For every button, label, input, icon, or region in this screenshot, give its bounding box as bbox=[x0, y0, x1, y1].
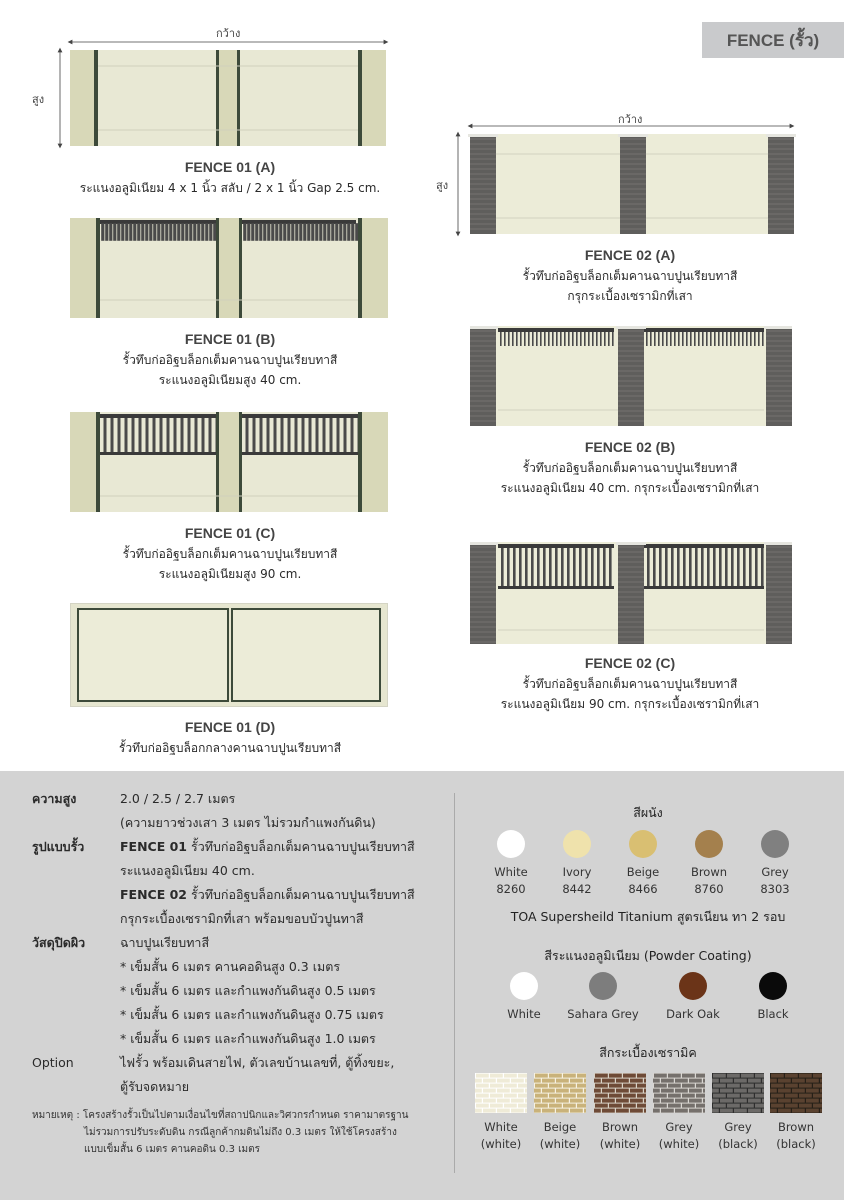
panel-divider bbox=[454, 793, 455, 1173]
tile-name: Brown bbox=[777, 1120, 815, 1134]
width-label: กว้าง bbox=[618, 113, 643, 126]
fence-desc: รั้วทึบก่ออิฐบล็อกเต็มคานฉาบปูนเรียบทาสี bbox=[522, 461, 738, 475]
tile-color-swatch bbox=[471, 1073, 531, 1153]
type-f02-sub: กรุกระเบื้องเซรามิกที่เสา พร้อมขอบบัวปูนทาสี bbox=[120, 911, 364, 926]
alu-color-swatch bbox=[648, 972, 738, 1023]
color-chip bbox=[589, 972, 617, 1000]
fence-02-c-caption bbox=[440, 652, 820, 714]
remark-note bbox=[32, 1107, 452, 1158]
color-code: 8442 bbox=[562, 882, 592, 896]
color-name: Brown bbox=[690, 865, 728, 879]
color-name: Beige bbox=[626, 865, 660, 879]
fence-title: FENCE 01 (B) bbox=[184, 331, 276, 347]
height-label: สูง bbox=[32, 93, 45, 106]
finish-item: * เข็มสั้น 6 เมตร และกำแพงกันดินสูง 1.0 เมตร bbox=[120, 1031, 376, 1046]
wall-color-swatch bbox=[545, 830, 609, 898]
fence-desc: ระแนงอลูมิเนียมสูง 90 cm. bbox=[158, 567, 302, 581]
color-name: Black bbox=[757, 1007, 789, 1021]
fence-title: FENCE 02 (C) bbox=[584, 655, 676, 671]
color-chip bbox=[761, 830, 789, 858]
type-f01-sub: ระแนงอลูมิเนียม 40 cm. bbox=[120, 863, 255, 878]
finish-spec-value: ฉาบปูนเรียบทาสี bbox=[120, 935, 210, 950]
type-f01-text: รั้วทึบก่ออิฐบล็อกเต็มคานฉาบปูนเรียบทาสี bbox=[190, 839, 415, 854]
color-chip bbox=[629, 830, 657, 858]
type-f02-line bbox=[120, 883, 415, 907]
type-spec-label: รูปแบบรั้ว bbox=[32, 839, 85, 854]
tile-name: Beige bbox=[543, 1120, 577, 1134]
type-f01-name: FENCE 01 bbox=[120, 839, 187, 854]
color-chip bbox=[497, 830, 525, 858]
tile-sub: (white) bbox=[539, 1137, 581, 1151]
alu-colors-title: สีระแนงอลูมิเนียม (Powder Coating) bbox=[544, 948, 752, 963]
fence-01-d-caption bbox=[40, 716, 420, 758]
remark-line: หมายเหตุ : โครงสร้างรั้วเป็นไปตามเงื่อนไขที่สถาปนิกและวิศวกรกำหนด ราคามาตรฐาน bbox=[32, 1110, 409, 1121]
wall-color-swatch bbox=[479, 830, 543, 898]
fence-title: FENCE 01 (A) bbox=[184, 159, 276, 175]
fence-title: FENCE 01 (C) bbox=[184, 525, 276, 541]
width-label: กว้าง bbox=[216, 27, 241, 40]
tile-sample bbox=[653, 1073, 705, 1113]
tile-sub: (white) bbox=[599, 1137, 641, 1151]
color-name: Sahara Grey bbox=[567, 1007, 639, 1021]
wall-color-swatch bbox=[611, 830, 675, 898]
color-code: 8260 bbox=[496, 882, 526, 896]
tile-name: Grey bbox=[665, 1120, 693, 1134]
fence-title: FENCE 02 (B) bbox=[584, 439, 676, 455]
color-name: Ivory bbox=[562, 865, 592, 879]
page-tag: FENCE (รั้ว) bbox=[702, 22, 844, 58]
alu-color-swatch bbox=[728, 972, 818, 1023]
option-line: ไฟรั้ว พร้อมเดินสายไฟ, ตัวเลขบ้านเลขที่, ตู้ทิ้งขยะ, bbox=[120, 1055, 395, 1070]
finish-spec-label: วัสดุปิดผิว bbox=[32, 935, 86, 950]
tile-sub: (white) bbox=[480, 1137, 522, 1151]
fence-02-b-caption bbox=[440, 436, 820, 498]
tile-colors-title: สีกระเบื้องเซรามิค bbox=[599, 1045, 697, 1060]
tile-color-swatch bbox=[530, 1073, 590, 1153]
color-name: Dark Oak bbox=[666, 1007, 720, 1021]
tile-sub: (black) bbox=[718, 1137, 758, 1151]
tile-color-swatch bbox=[649, 1073, 709, 1153]
fence-desc: รั้วทึบก่ออิฐบล็อกเต็มคานฉาบปูนเรียบทาสี bbox=[122, 353, 338, 367]
tile-sub: (black) bbox=[776, 1137, 816, 1151]
wall-color-swatch bbox=[743, 830, 807, 898]
fence-desc: ระแนงอลูมิเนียม 90 cm. กรุกระเบื้องเซรามิกที่เสา bbox=[500, 697, 760, 711]
tile-color-swatch bbox=[590, 1073, 650, 1153]
fence-desc: ระแนงอลูมิเนียม 4 x 1 นิ้ว สลับ / 2 x 1 นิ้ว Gap 2.5 cm. bbox=[79, 181, 381, 195]
height-spec-value: 2.0 / 2.5 / 2.7 เมตร bbox=[120, 791, 236, 806]
fence-02-a-caption bbox=[440, 244, 820, 306]
color-chip bbox=[759, 972, 787, 1000]
fence-02-b-drawing bbox=[470, 326, 792, 426]
wall-color-swatch bbox=[677, 830, 741, 898]
height-label: สูง bbox=[436, 179, 449, 192]
type-f02-text: รั้วทึบก่ออิฐบล็อกเต็มคานฉาบปูนเรียบทาสี bbox=[190, 887, 415, 902]
color-chip bbox=[695, 830, 723, 858]
color-chip bbox=[679, 972, 707, 1000]
fence-desc: ระแนงอลูมิเนียม 40 cm. กรุกระเบื้องเซรามิกที่เสา bbox=[500, 481, 760, 495]
color-code: 8760 bbox=[694, 882, 724, 896]
option-line: ตู้รับจดหมาย bbox=[120, 1079, 190, 1094]
tile-color-swatch bbox=[766, 1073, 826, 1153]
color-code: 8303 bbox=[760, 882, 790, 896]
wall-colors-footnote: TOA Supersheild Titanium สูตรเนียน ทา 2 รอบ bbox=[510, 909, 786, 924]
remark-line: ไม่รวมการปรับระดับดิน กรณีลูกค้ากมดินไม่ถึง 0.3 เมตร ให้ใช้โครงสร้าง bbox=[84, 1127, 397, 1138]
fence-desc: ระแนงอลูมิเนียมสูง 40 cm. bbox=[158, 373, 302, 387]
tile-sample bbox=[534, 1073, 586, 1113]
color-name: White bbox=[507, 1007, 541, 1021]
fence-desc: รั้วทึบก่ออิฐบล็อกกลางคานฉาบปูนเรียบทาสี bbox=[118, 741, 342, 755]
tile-sample bbox=[712, 1073, 764, 1113]
tile-name: White bbox=[484, 1120, 518, 1134]
fence-01-b-drawing bbox=[70, 218, 388, 318]
tile-sub: (white) bbox=[658, 1137, 700, 1151]
color-chip bbox=[510, 972, 538, 1000]
finish-item: * เข็มสั้น 6 เมตร และกำแพงกันดินสูง 0.75 เมตร bbox=[120, 1007, 384, 1022]
fence-01-d-drawing bbox=[70, 603, 388, 707]
fence-desc: กรุกระเบื้องเซรามิกที่เสา bbox=[567, 289, 693, 303]
fence-01-c-drawing bbox=[70, 412, 388, 512]
tile-color-swatch bbox=[708, 1073, 768, 1153]
fence-desc: รั้วทึบก่ออิฐบล็อกเต็มคานฉาบปูนเรียบทาสี bbox=[522, 677, 738, 691]
tile-sample bbox=[770, 1073, 822, 1113]
type-f02-name: FENCE 02 bbox=[120, 887, 187, 902]
fence-02-a-drawing bbox=[430, 118, 798, 238]
wall-colors-title: สีผนัง bbox=[633, 805, 663, 820]
height-spec-label: ความสูง bbox=[32, 791, 77, 806]
color-name: Grey bbox=[761, 865, 789, 879]
height-spec-note: (ความยาวช่วงเสา 3 เมตร ไม่รวมกำแพงกันดิน) bbox=[120, 815, 376, 830]
fence-01-c-caption bbox=[40, 522, 420, 584]
color-code: 8466 bbox=[628, 882, 658, 896]
fence-title: FENCE 02 (A) bbox=[584, 247, 676, 263]
fence-01-a-drawing bbox=[40, 30, 400, 152]
option-spec-label: Option bbox=[32, 1055, 74, 1070]
fence-desc: รั้วทึบก่ออิฐบล็อกเต็มคานฉาบปูนเรียบทาสี bbox=[522, 269, 738, 283]
remark-line: แบบเข็มสั้น 6 เมตร คานคอดิน 0.3 เมตร bbox=[84, 1144, 261, 1155]
finish-item: * เข็มสั้น 6 เมตร และกำแพงกันดินสูง 0.5 เมตร bbox=[120, 983, 376, 998]
fence-01-a-caption bbox=[40, 156, 420, 198]
tile-name: Brown bbox=[601, 1120, 639, 1134]
fence-01-b-caption bbox=[40, 328, 420, 390]
fence-02-c-drawing bbox=[470, 542, 792, 644]
color-chip bbox=[563, 830, 591, 858]
alu-color-swatch bbox=[479, 972, 569, 1023]
fence-title: FENCE 01 (D) bbox=[184, 719, 276, 735]
tile-name: Grey bbox=[724, 1120, 752, 1134]
tile-sample bbox=[594, 1073, 646, 1113]
alu-color-swatch bbox=[558, 972, 648, 1023]
finish-item: * เข็มสั้น 6 เมตร คานคอดินสูง 0.3 เมตร bbox=[120, 959, 341, 974]
tile-sample bbox=[475, 1073, 527, 1113]
type-f01-line bbox=[120, 835, 415, 859]
fence-desc: รั้วทึบก่ออิฐบล็อกเต็มคานฉาบปูนเรียบทาสี bbox=[122, 547, 338, 561]
color-name: White bbox=[494, 865, 528, 879]
